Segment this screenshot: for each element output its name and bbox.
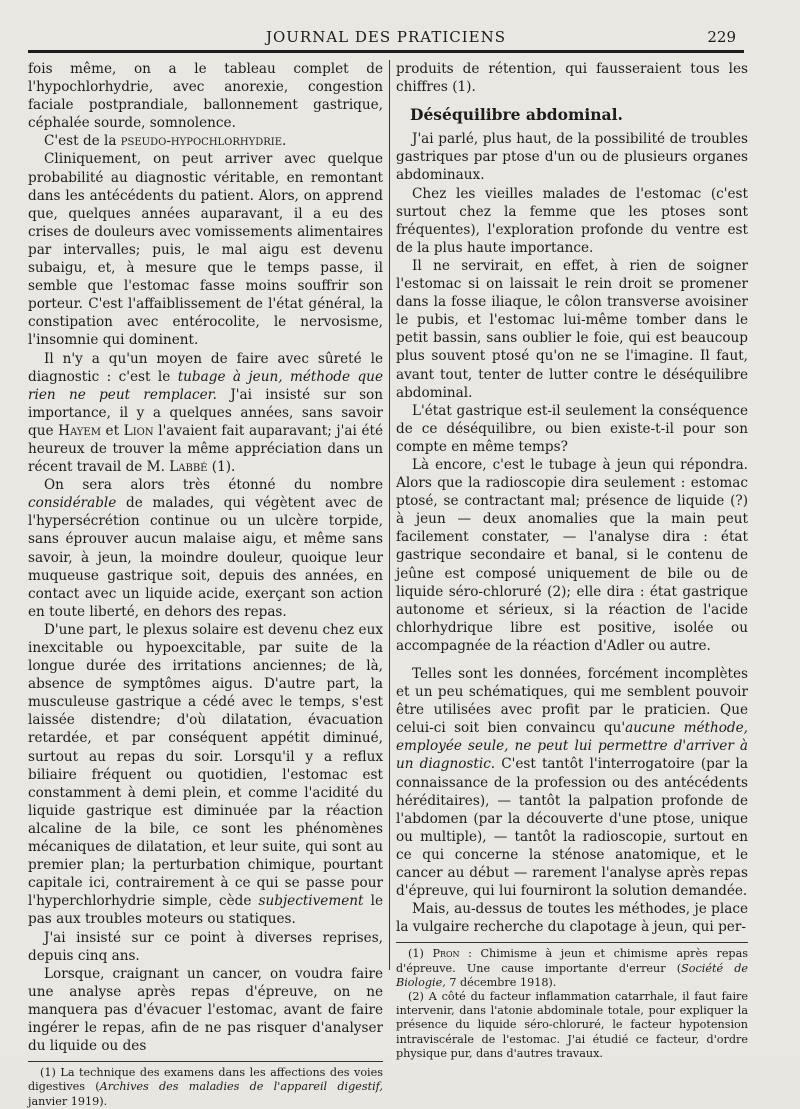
paragraph-gap xyxy=(396,655,748,665)
paragraph: Lorsque, craignant un cancer, on voudra faire une analyse après repas d'épreuve, on ne manquera pas d'évacuer l'estomac, avant de faire ingérer le repas, afin de ne pas risquer d'analyser du liquide ou des xyxy=(28,965,383,1055)
paragraph xyxy=(28,621,383,929)
italic-run: Société de Biologie, xyxy=(396,961,748,989)
running-header xyxy=(28,24,744,50)
author-name: Lion xyxy=(123,422,154,439)
text-run: D'une part, le plexus solaire est devenu chez eux inexcitable ou hypoexcitable, par suite de la longue durée des irritations anciennes; de là, absence de symptômes aigus. D'autre part, la musculeuse gastrique a cédé avec le temps, s'est laissée distendre; d'où dilatation, évacuation retardée, et par conséquent appétit diminué, surtout au repas du soir. Lorsqu'il y a reflux biliaire fréquent ou quotidien, l'estomac est constamment à demi plein, et comme l'acidité du liquide gastrique est diminuée par la réaction alcaline de la bile, ce sont les phénomènes mécaniques de dilatation, et leur suite, qui sont au premier plan; la perturbation chimique, pourtant capitale ici, contrairement à ce qui se passe pour l'hyperchlorhydrie simple, cède xyxy=(28,621,383,910)
left-column xyxy=(28,60,384,1108)
column-divider xyxy=(389,60,390,970)
section-heading: Déséquilibre abdominal. xyxy=(410,105,623,125)
small-caps-term: pseudo-hypochlorhydrie. xyxy=(120,133,287,150)
footnote: (2) A côté du facteur inflammation catarrhale, il faut faire intervenir, dans l'atonie abdominale totale, pour expliquer la présence du liquide séro-chloruré, le facteur hypotension intraviscérale de l'estomac. J'ai étudié ce facteur, d'ordre physique pur, dans d'autres travaux. xyxy=(396,990,748,1060)
text-run: Telles sont les données, forcément incomplètes et un peu schématiques, qui me semblent pouvoir être utilisées avec profit par le praticien. Que celui-ci soit bien convaincu qu' xyxy=(396,666,748,737)
paragraph: fois même, on a le tableau complet de l'hypochlorhydrie, avec anorexie, congestion faciale postprandiale, ballonnement gastrique, céphalée sourde, somnolence. xyxy=(28,61,383,132)
text-run: On sera alors très étonné du nombre xyxy=(44,477,383,494)
paragraph xyxy=(396,665,748,900)
page-number: 229 xyxy=(707,28,736,46)
paragraph: Mais, au-dessus de toutes les méthodes, je place la vulgaire recherche du clapotage à jeun, qui per- xyxy=(396,901,748,936)
author-name: Labbé xyxy=(169,459,208,476)
text-run: et xyxy=(100,422,124,439)
text-run: de malades, qui végètent avec de l'hypersécrétion continue ou un ulcère torpide, sans éprouver aucun malaise aigu, et même sans savoir, à jeun, la moindre douleur, quoique leur muqueuse gastrique soit, depuis des années, en contact avec un liquide acide, exerçant son action en toute liberté, en dehors des repas. xyxy=(28,495,383,620)
italic-run: subjectivement xyxy=(258,893,364,910)
paragraph: L'état gastrique est-il seulement la conséquence de ce déséquilibre, ou bien existe-t-il pour son compte en même temps? xyxy=(396,402,748,455)
right-column xyxy=(396,60,749,1060)
footnote xyxy=(28,1066,383,1109)
italic-run: aucune méthode, employée seule, ne peut lui permettre d'arriver à un diagnostic. xyxy=(396,720,748,773)
paragraph: produits de rétention, qui fausseraient tous les chiffres (1). xyxy=(396,61,748,96)
paragraph xyxy=(28,476,383,621)
paragraph: Cliniquement, on peut arriver avec quelque probabilité au diagnostic véritable, en remontant dans les antécédents du patient. Alors, on apprend que, quelques années auparavant, il a eu des crises de douleurs avec vomissements alimentaires par intervalles; puis, le mal aigu est devenu subaigu, et, à mesure que le temps passe, il semble que l'estomac fasse moins souffrir son porteur. C'est l'affaiblissement de l'état général, la constipation avec entérocolite, le nervosisme, l'insomnie qui dominent. xyxy=(28,151,383,349)
author-name: Pron xyxy=(432,947,460,961)
paragraph xyxy=(28,132,383,150)
text-run: (1) La technique des examens dans les affections des voies digestives ( xyxy=(28,1066,383,1094)
text-run: C'est de la xyxy=(44,133,121,150)
text-run: le pas aux troubles moteurs ou statiques. xyxy=(28,893,384,928)
text-run: J'ai insisté sur son importance, il y a quelques années, sans savoir que xyxy=(28,386,383,439)
italic-run: Archives des maladies de l'appareil digestif, xyxy=(99,1080,383,1094)
text-run: Il n'y a qu'un moyen de faire avec sûreté le diagnostic : c'est le xyxy=(28,350,383,385)
text-run: : Chimisme à jeun et chimisme après repas d'épreuve. Une cause importante d'erreur ( xyxy=(396,947,749,975)
paragraph: Chez les vieilles malades de l'estomac (c'est surtout chez la femme que les ptoses sont fréquentes), l'exploration profonde du ventre est de la plus haute importance. xyxy=(396,185,748,256)
text-run: janvier 1919). xyxy=(28,1094,108,1108)
paragraph: J'ai insisté sur ce point à diverses reprises, depuis cinq ans. xyxy=(28,929,383,964)
author-name: Hayem xyxy=(58,422,101,439)
paragraph: Là encore, c'est le tubage à jeun qui répondra. Alors que la radioscopie dira seulement : estomac ptosé, se contractant mal; présence de liquide (?) à jeun — deux anomalies que la main peut facilement constater, — l'analyse dira : état gastrique secondaire et banal, si le contenu de jeûne est composé uniquement de bile ou de liquide séro-chloruré (2); elle dira : état gastrique autonome et sérieux, si la réaction de l'acide chlorhydrique libre est positive, isolée ou accompagnée de la réaction d'Adler ou autre. xyxy=(396,456,748,654)
footnote xyxy=(396,947,748,990)
italic-run: considérable xyxy=(28,495,117,512)
text-run: l'avaient fait auparavant; j'ai été heureux de trouver la même appréciation dans un récent travail de M. xyxy=(28,422,383,476)
footnote-rule xyxy=(28,1061,383,1062)
journal-title: JOURNAL DES PRATICIENS xyxy=(265,28,507,46)
header-rule xyxy=(28,50,744,53)
paragraph xyxy=(28,350,383,477)
text-run: 7 décembre 1918). xyxy=(445,975,557,989)
text-run: (1) xyxy=(408,947,433,961)
italic-run: tubage à jeun, méthode que rien ne peut remplacer. xyxy=(28,368,383,403)
paragraph: Il ne servirait, en effet, à rien de soigner l'estomac si on laissait le rein droit se promener dans la fosse iliaque, le côlon transverse avoisiner le pubis, et l'estomac lui-même tomber dans le petit bassin, sans oublier le foie, qui est beaucoup plus souvent ptosé qu'on ne se l'imagine. Il faut, avant tout, tenter de lutter contre le déséquilibre abdominal. xyxy=(396,257,748,401)
text-run: (1). xyxy=(207,459,236,476)
text-run: C'est tantôt l'interrogatoire (par la connaissance de la profession ou des antécédents héréditaires), — tantôt la palpation profonde de l'abdomen (par la découverte d'une ptose, unique ou multiple), — tantôt la radioscopie, surtout en ce qui concerne la sténose anatomique, et le cancer au début — rarement l'analyse après repas d'épreuve, qui lui fourniront la solution demandée. xyxy=(396,756,748,900)
footnote-rule xyxy=(396,942,748,943)
paragraph: J'ai parlé, plus haut, de la possibilité de troubles gastriques par ptose d'un ou de plusieurs organes abdominaux. xyxy=(396,131,748,184)
